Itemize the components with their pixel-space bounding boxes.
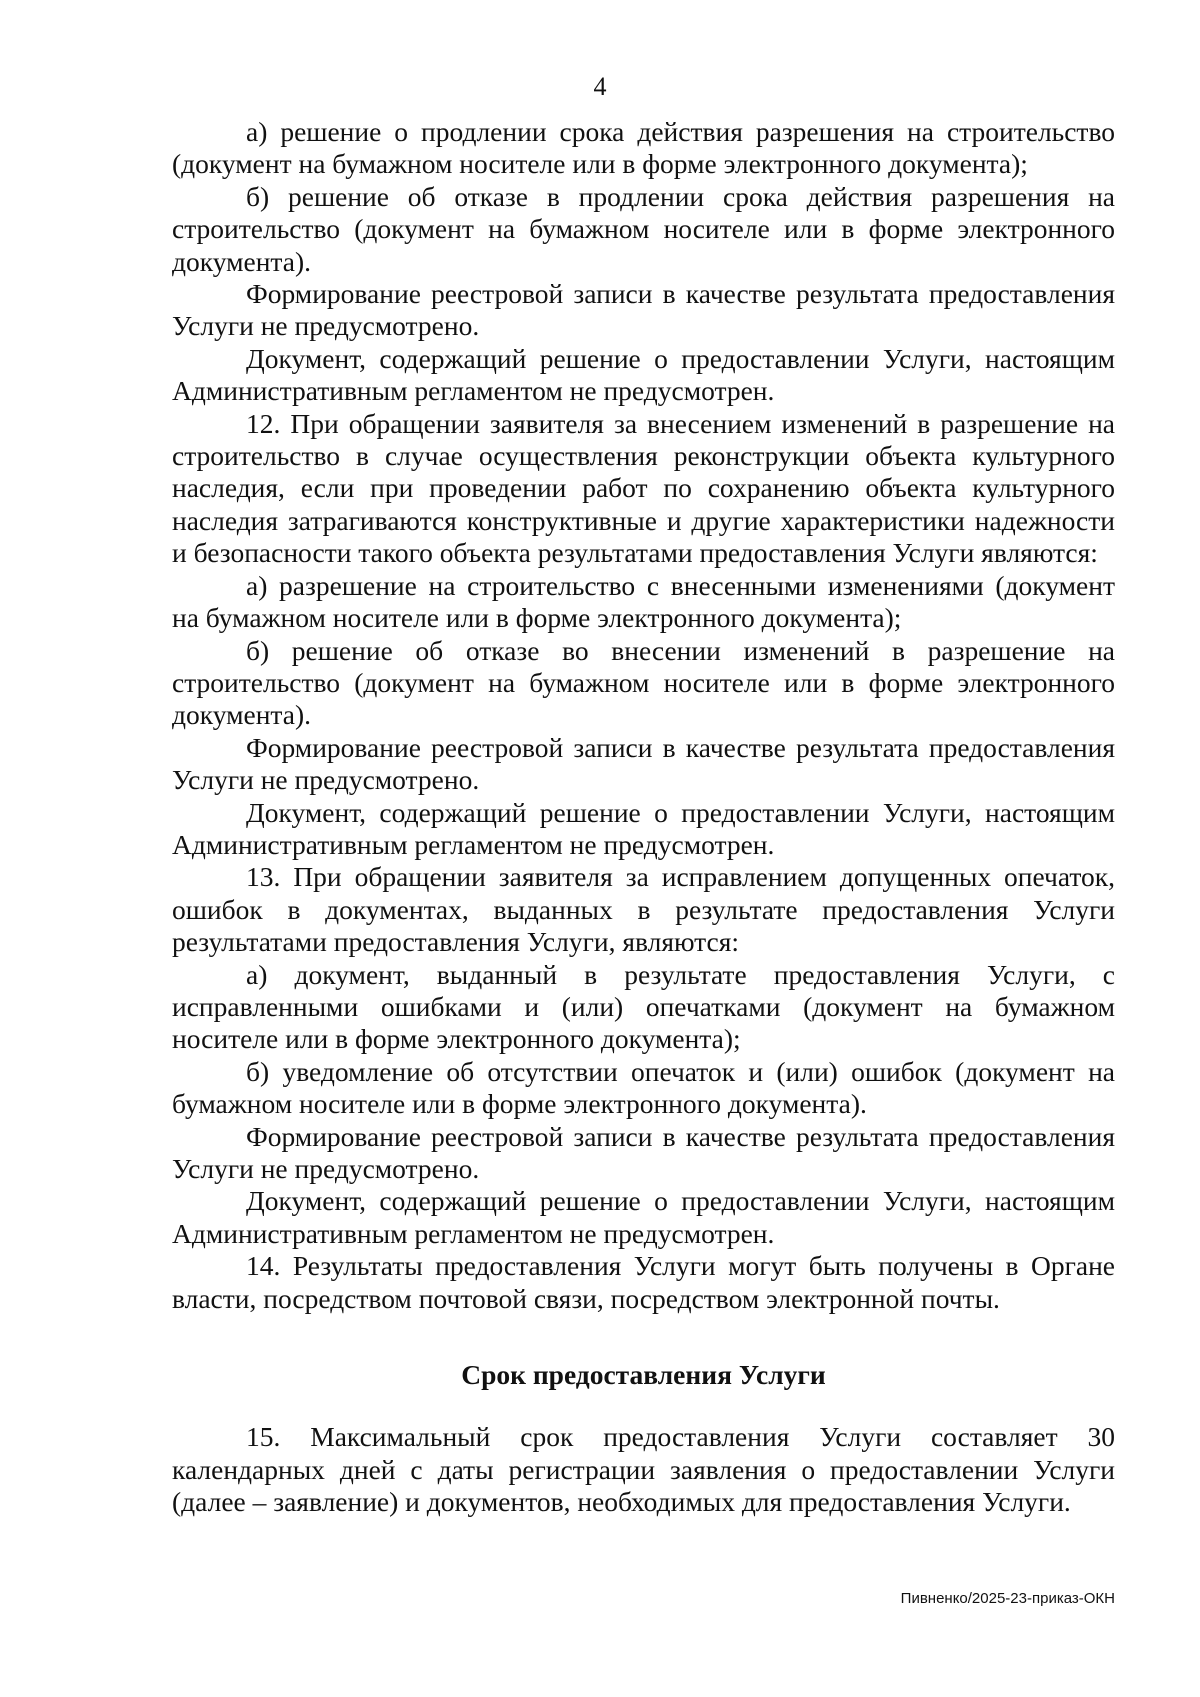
paragraph-document-note: Документ, содержащий решение о предоставлении Услуги, настоящим Административным регламентом не предусмотрен. xyxy=(172,342,1115,407)
section-heading: Срок предоставления Услуги xyxy=(461,1359,826,1391)
document-body xyxy=(172,116,1115,1519)
paragraph-refusal-extension: б) решение об отказе в продлении срока действия разрешения на строительство (документ на бумажном носителе или в форме электронного документа). xyxy=(172,180,1115,277)
paragraph-item-14: 14. Результаты предоставления Услуги могут быть получены в Органе власти, посредством почтовой связи, посредством электронной почты. xyxy=(172,1250,1115,1314)
paragraph-no-errors-notice: б) уведомление об отсутствии опечаток и (или) ошибок (документ на бумажном носителе или в форме электронного документа). xyxy=(172,1055,1115,1120)
paragraph-registry-note: Формирование реестровой записи в качестве результата предоставления Услуги не предусмотрено. xyxy=(172,278,1115,342)
paragraph-item-13: 13. При обращении заявителя за исправлением допущенных опечаток, ошибок в документах, выданных в результате предоставления Услуги результатами предоставления Услуги, являются: xyxy=(172,861,1115,958)
document-footer-code: Пивненко/2025-23-приказ-ОКН xyxy=(900,1590,1115,1607)
paragraph-refusal-changes: б) решение об отказе во внесении изменений в разрешение на строительство (документ на бумажном носителе или в форме электронного документа). xyxy=(172,634,1115,731)
page-number: 4 xyxy=(593,72,607,101)
paragraph-item-12: 12. При обращении заявителя за внесением изменений в разрешение на строительство в случае осуществления реконструкции объекта культурного наследия, если при проведении работ по сохранению объекта культурного наследия затрагиваются конструктивные и другие характеристики надежности и безопасности такого объекта результатами предоставления Услуги являются: xyxy=(172,407,1115,569)
paragraph-item-15: 15. Максимальный срок предоставления Услуги составляет 30 календарных дней с даты регистрации заявления о предоставлении Услуги (далее – заявление) и документов, необходимых для предоставления Услуги. xyxy=(172,1421,1115,1518)
paragraph-registry-note: Формирование реестровой записи в качестве результата предоставления Услуги не предусмотрено. xyxy=(172,731,1115,796)
paragraph-decision-extension: а) решение о продлении срока действия разрешения на строительство (документ на бумажном носителе или в форме электронного документа); xyxy=(172,116,1115,180)
paragraph-document-note: Документ, содержащий решение о предоставлении Услуги, настоящим Административным регламентом не предусмотрен. xyxy=(172,796,1115,860)
paragraph-corrected-document: а) документ, выданный в результате предоставления Услуги, с исправленными ошибками и (или) опечатками (документ на бумажном носителе или в форме электронного документа); xyxy=(172,958,1115,1055)
paragraph-permit-changes: а) разрешение на строительство с внесенными изменениями (документ на бумажном носителе или в форме электронного документа); xyxy=(172,569,1115,634)
paragraph-registry-note: Формирование реестровой записи в качестве результата предоставления Услуги не предусмотрено. xyxy=(172,1120,1115,1184)
paragraph-document-note: Документ, содержащий решение о предоставлении Услуги, настоящим Административным регламентом не предусмотрен. xyxy=(172,1185,1115,1249)
